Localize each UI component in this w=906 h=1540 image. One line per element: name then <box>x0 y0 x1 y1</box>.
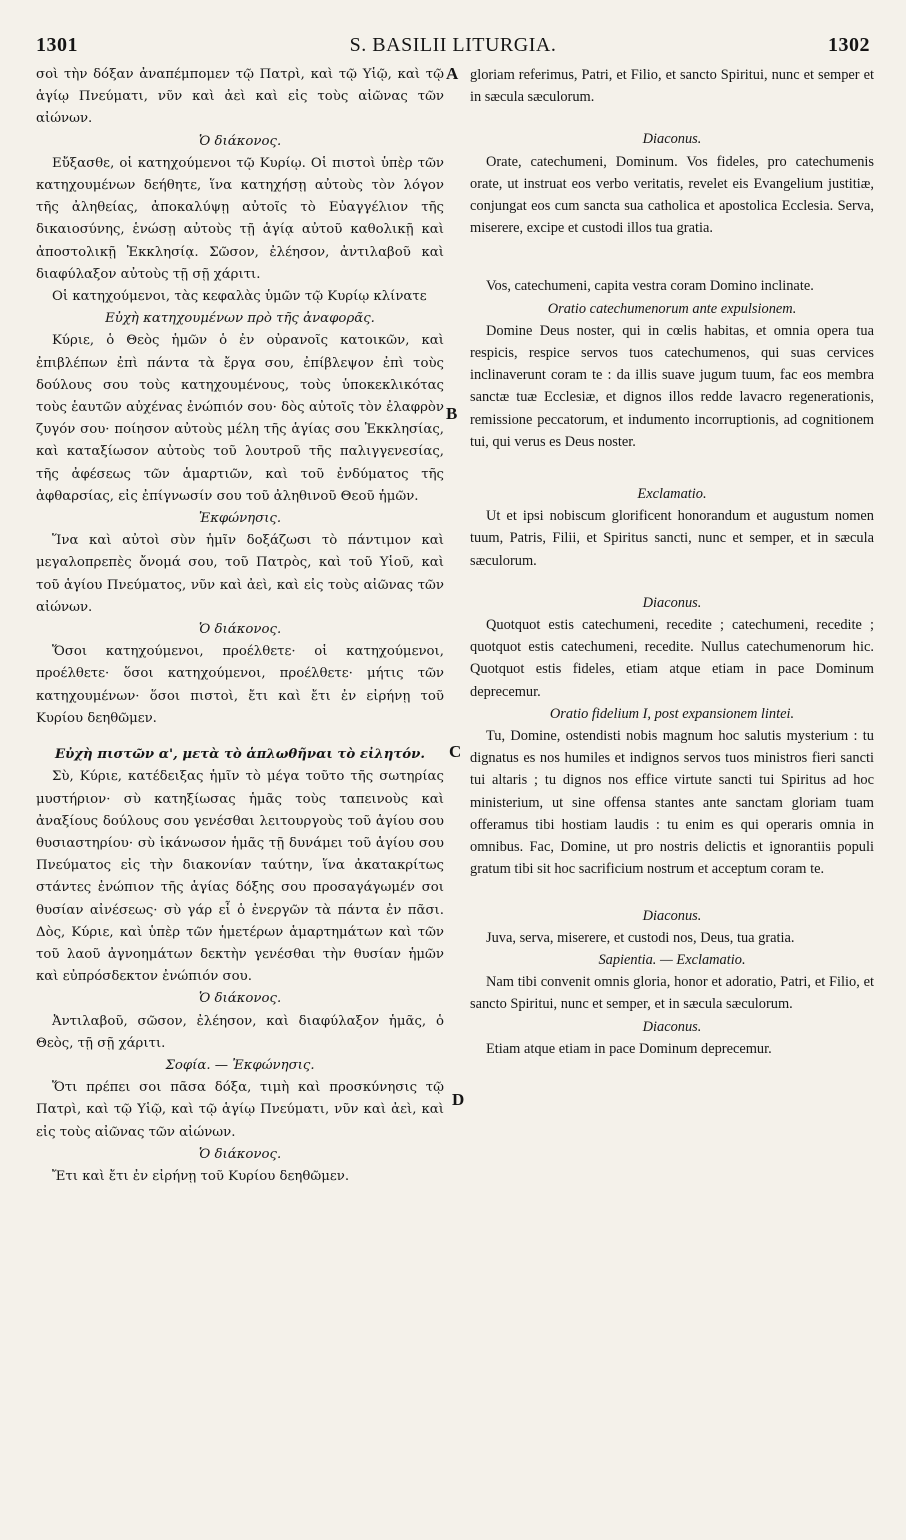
latin-paragraph: Vos, catechumeni, capita vestra coram Domino inclinate. <box>486 278 814 295</box>
greek-heading: Ὁ διάκονος. <box>198 1146 282 1162</box>
page-header <box>36 34 870 60</box>
latin-column <box>470 64 874 1060</box>
latin-paragraph: Juva, serva, miserere, et custodi nos, Deus, tua gratia. <box>486 929 795 946</box>
greek-heading: Εὐχὴ κατηχουμένων πρὸ τῆς ἀναφορᾶς. <box>105 311 375 327</box>
greek-heading: Ὁ διάκονος. <box>198 133 282 149</box>
latin-heading: Oratio fidelium I, post expansionem lintei. <box>549 705 795 722</box>
greek-paragraph: Ἵνα καὶ αὐτοὶ σὺν ἡμῖν δοξάζωσι τὸ πάντιμον καὶ μεγαλοπρεπὲς ὄνομά σου, τοῦ Πατρὸς, καὶ τοῦ Υἱοῦ, καὶ τοῦ ἁγίου Πνεύματος, νῦν καὶ ἀεὶ, καὶ εἰς τοὺς αἰῶνας τῶν αἰώνων. <box>36 533 444 615</box>
latin-paragraph: Ut et ipsi nobiscum glorificent honorandum et augustum nomen tuum, Patris, Filii, et Spiritus sancti, nunc et semper, et in sæcula sæculorum. <box>470 508 874 569</box>
latin-paragraph: Etiam atque etiam in pace Dominum deprecemur. <box>486 1040 772 1057</box>
running-title: S. BASILII LITURGIA. <box>349 34 557 56</box>
latin-heading: Sapientia. — Exclamatio. <box>598 951 746 968</box>
latin-paragraph: Tu, Domine, ostendisti nobis magnum hoc salutis mysterium : tu dignatus es nos humiles et indignos servos tuos ministros fieri sancti tui altaris ; tu dignos nos effice virtute sancti tui Spiritus ad hoc ministerium, ut sine offensa stantes ante sanctam gloriam tuam offeramus tibi hostiam laudis : tu enim es qui operaris omnia in omnibus. Fac, Domine, ut pro nostris delictis et ignorantiis populi gratum tibi sit hoc sacrificium nostrum et acceptum coram te. <box>470 728 874 878</box>
greek-heading: Εὐχὴ πιστῶν α', μετὰ τὸ ἁπλωθῆναι τὸ εἰλητόν. <box>54 747 426 763</box>
greek-paragraph: Σὺ, Κύριε, κατέδειξας ἡμῖν τὸ μέγα τοῦτο τῆς σωτηρίας μυστήριον· σὺ κατηξίωσας ἡμᾶς τοὺς ταπεινοὺς καὶ ἀναξίους δούλους σου γενέσθαι λειτουργοὺς τοῦ ἁγίου σου θυσιαστηρίου· σὺ ἱκάνωσον ἡμᾶς τῇ δυνάμει τοῦ ἁγίου σου Πνεύματος εἰς τὴν διακονίαν ταύτην, ἵνα ἀκατακρίτως στάντες ἐνώπιον τῆς ἁγίας δόξης σου προσαγάγωμέν σοι θυσίαν αἰνέσεως· σὺ γάρ εἶ ὁ ἐνεργῶν τὰ πάντα ἐν πᾶσι. Δὸς, Κύριε, καὶ ὑπὲρ τῶν ἡμετέρων ἁμαρτημάτων καὶ τῶν τοῦ λαοῦ ἀγνοημάτων δεκτὴν γενέσθαι τὴν θυσίαν ἡμῶν καὶ εὐπρόσδεκτον ἐνώπιόν σου. <box>36 769 444 985</box>
greek-paragraph: Ὅτι πρέπει σοι πᾶσα δόξα, τιμὴ καὶ προσκύνησις τῷ Πατρὶ, καὶ τῷ Υἱῷ, καὶ τῷ ἁγίῳ Πνεύματι, νῦν καὶ ἀεὶ, καὶ εἰς τοὺς αἰῶνας τῶν αἰώνων. <box>36 1080 444 1140</box>
greek-paragraph: Οἱ κατηχούμενοι, τὰς κεφαλὰς ὑμῶν τῷ Κυρίῳ κλίνατε <box>52 289 427 305</box>
latin-heading: Diaconus. <box>642 594 702 611</box>
margin-letter-a: A <box>446 64 459 83</box>
greek-paragraph: Ἀντιλαβοῦ, σῶσον, ἐλέησον, καὶ διαφύλαξον ἡμᾶς, ὁ Θεὸς, τῇ σῇ χάριτι. <box>36 1013 444 1051</box>
page-number-left: 1301 <box>36 34 78 56</box>
latin-heading: Diaconus. <box>642 1018 702 1035</box>
greek-paragraph: Εὔξασθε, οἱ κατηχούμενοι τῷ Κυρίῳ. Οἱ πιστοὶ ὑπὲρ τῶν κατηχουμένων δεήθητε, ἵνα κατηχήσῃ αὐτοὺς τὸν λόγον τῆς ἀληθείας, ἀποκαλύψῃ αὐτοῖς τὸ Εὐαγγέλιον τῆς δικαιοσύνης, ἑνώσῃ αὐτοὺς τῇ ἁγίᾳ αὐτοῦ καθολικῇ καὶ ἀποστολικῇ Ἐκκλησίᾳ. Σῶσον, ἐλέησον, ἀντιλαβοῦ καὶ διαφύλαξον αὐτοὺς τῇ σῇ χάριτι. <box>36 155 444 282</box>
latin-paragraph: Domine Deus noster, qui in cœlis habitas, et omnia opera tua respicis, respice servos tuos catechumenos, qui suas cervices inclinaverunt coram te : da illis suave jugum tuum, fac eos membra sanctæ tuæ Ecclesiæ, et dignos illos redde lavacro regenerationis, remissione peccatorum, et indumento incorruptionis, ad cognitionem tui, qui verus es Deus noster. <box>470 322 874 450</box>
latin-heading: Oratio catechumenorum ante expulsionem. <box>547 300 797 317</box>
margin-letter-c: C <box>449 742 462 761</box>
greek-heading: Ὁ διάκονος. <box>198 991 282 1007</box>
latin-paragraph: Quotquot estis catechumeni, recedite ; catechumeni, recedite ; quotquot estis catechumeni, recedite. Nullus catechumenorum hic. Quotquot estis fideles, etiam atque etiam in pace Dominum deprecemur. <box>470 617 874 700</box>
margin-letter-b: B <box>446 404 458 423</box>
latin-heading: Diaconus. <box>642 131 702 148</box>
greek-paragraph: Ἔτι καὶ ἔτι ἐν εἰρήνῃ τοῦ Κυρίου δεηθῶμεν. <box>52 1168 350 1184</box>
latin-paragraph: gloriam referimus, Patri, et Filio, et sancto Spiritui, nunc et semper et in sæcula sæculorum. <box>470 67 874 106</box>
greek-heading: Ὁ διάκονος. <box>198 622 282 638</box>
margin-letter-d: D <box>452 1090 465 1109</box>
greek-column <box>36 64 444 1188</box>
latin-paragraph: Orate, catechumeni, Dominum. Vos fideles, pro catechumenis orate, ut instruat eos verbo veritatis, revelet eis Evangelium justitiæ, conjungat eos cum sancta sua catholica et apostolica Ecclesia. Serva, miserere, excipe et custodi illos tua gratia. <box>470 153 874 237</box>
latin-heading: Diaconus. <box>642 907 702 924</box>
page-number-right: 1302 <box>828 34 870 56</box>
greek-paragraph: σοὶ τὴν δόξαν ἀναπέμπομεν τῷ Πατρὶ, καὶ τῷ Υἱῷ, καὶ τῷ ἁγίῳ Πνεύματι, νῦν καὶ ἀεὶ καὶ εἰς τοὺς αἰῶνας τῶν αἰώνων. <box>36 67 444 127</box>
greek-paragraph: Ὅσοι κατηχούμενοι, προέλθετε· οἱ κατηχούμενοι, προέλθετε· ὅσοι κατηχούμενοι, προέλθετε· μήτις τῶν κατηχουμένων· ὅσοι πιστοὶ, ἔτι καὶ ἔτι ἐν εἰρήνῃ τοῦ Κυρίου δεηθῶμεν. <box>36 644 444 726</box>
latin-heading: Exclamatio. <box>637 486 707 503</box>
greek-heading: Σοφία. — Ἐκφώνησις. <box>165 1057 315 1073</box>
greek-heading: Ἐκφώνησις. <box>198 511 282 527</box>
latin-paragraph: Nam tibi convenit omnis gloria, honor et adoratio, Patri, et Filio, et sancto Spiritui, nunc et semper, et in sæcula sæculorum. <box>470 974 874 1013</box>
greek-paragraph: Κύριε, ὁ Θεὸς ἡμῶν ὁ ἐν οὐρανοῖς κατοικῶν, καὶ ἐπιβλέπων ἐπὶ πάντα τὰ ἔργα σου, ἐπίβλεψον ἐπὶ τοὺς δούλους σου τοὺς κατηχουμένους, τοὺς ὑποκεκλικότας τοὺς ἑαυτῶν αὐχένας ἐνώπιόν σου· δὸς αὐτοῖς τὸν ἐλαφρὸν ζυγόν σου· ποίησον αὐτοὺς μέλη τῆς ἁγίας σου Ἐκκλησίας, καὶ καταξίωσον αὐτοὺς τοῦ λουτροῦ τῆς παλιγγενεσίας, τῆς ἀφέσεως τῶν ἁμαρτιῶν, καὶ τοῦ ἐνδύματος τῆς ἀφθαρσίας, εἰς ἐπίγνωσίν σου τοῦ ἀληθινοῦ Θεοῦ ἡμῶν. <box>36 333 444 504</box>
